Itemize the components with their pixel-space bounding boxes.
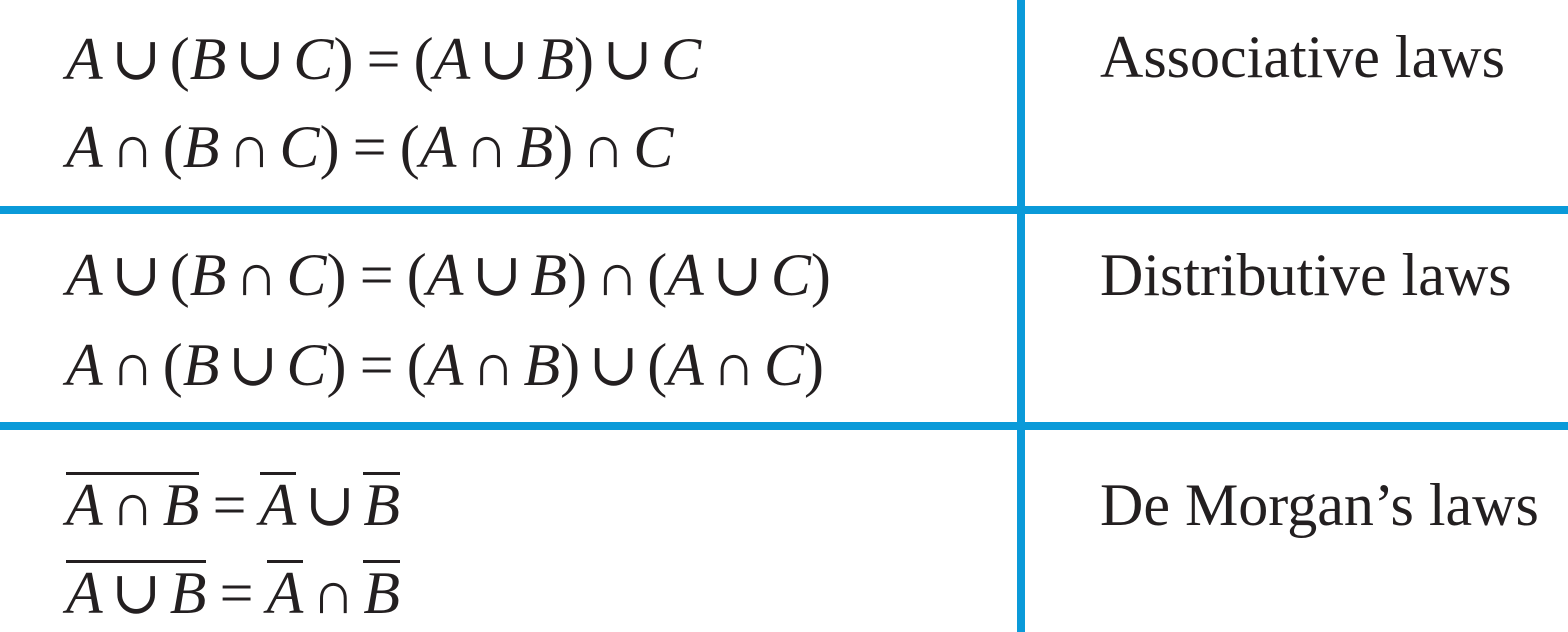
intersection-operator: ∩ [111,114,155,180]
close-paren: ) [567,242,588,308]
union-operator: ∪ [712,242,763,308]
complement-overline [363,472,401,538]
set-symbol: A [667,242,704,308]
set-symbol: B [162,472,200,538]
distributive-intersection-formula [66,330,824,400]
set-symbol: A [259,472,297,538]
set-symbol: C [293,26,334,92]
intersection-operator: ∩ [234,242,279,308]
associative-laws-label: Associative laws [1100,24,1505,90]
intersection-operator: ∩ [111,332,155,398]
intersection-operator: ∩ [111,472,155,538]
close-paren: ) [326,332,347,398]
set-symbol: C [763,332,804,398]
set-symbol: A [66,472,103,538]
set-symbol: A [66,26,103,92]
distributive-union-formula [66,240,831,310]
union-operator: ∪ [111,26,162,92]
set-symbol: A [433,26,471,92]
equals-sign: = [352,114,387,180]
union-operator: ∪ [471,242,523,308]
close-paren: ) [560,332,581,398]
set-symbol: C [286,332,327,398]
complement-overline [363,560,401,626]
complement-overline [259,472,297,538]
set-symbol: A [66,560,103,626]
close-paren: ) [333,26,354,92]
set-symbol: B [189,26,227,92]
union-operator: ∪ [111,560,162,626]
close-paren: ) [810,242,831,308]
set-symbol: A [667,332,704,398]
equals-sign: = [219,560,254,626]
set-symbol: A [66,242,103,308]
equals-sign: = [366,26,401,92]
set-symbol: A [66,114,103,180]
complement-overline [66,560,207,626]
set-symbol: B [363,472,401,538]
set-symbol: C [286,242,327,308]
intersection-operator: ∩ [311,560,355,626]
set-symbol: A [266,560,304,626]
union-operator: ∪ [111,242,162,308]
de-morgans-laws-label: De Morgan’s laws [1100,472,1539,538]
intersection-operator: ∩ [581,114,625,180]
set-symbol: C [633,114,674,180]
intersection-operator: ∩ [712,332,756,398]
set-symbol: B [182,332,220,398]
row-divider-1 [0,206,1568,214]
set-symbol: B [523,332,561,398]
set-symbol: C [661,26,702,92]
set-symbol: B [530,242,568,308]
de-morgan-intersection-formula [66,470,400,540]
set-symbol: A [419,114,457,180]
open-paren: ( [399,114,420,180]
set-symbol: B [516,114,554,180]
set-symbol: B [169,560,207,626]
associative-intersection-formula [66,112,673,182]
de-morgan-union-formula [66,558,400,628]
set-symbol: B [363,560,401,626]
union-operator: ∪ [588,332,639,398]
open-paren: ( [162,114,183,180]
open-paren: ( [647,332,668,398]
open-paren: ( [169,26,190,92]
associative-union-formula [66,24,701,94]
close-paren: ) [803,332,824,398]
intersection-operator: ∩ [471,332,516,398]
set-symbol: C [279,114,320,180]
set-symbol: B [182,114,220,180]
intersection-operator: ∩ [227,114,272,180]
close-paren: ) [574,26,594,92]
intersection-operator: ∩ [595,242,639,308]
close-paren: ) [326,242,347,308]
row-divider-2 [0,422,1568,430]
complement-overline [266,560,304,626]
union-operator: ∪ [227,332,279,398]
close-paren: ) [553,114,574,180]
open-paren: ( [647,242,668,308]
open-paren: ( [406,332,427,398]
open-paren: ( [169,242,190,308]
complement-overline [66,472,200,538]
set-symbol: B [189,242,227,308]
intersection-operator: ∩ [464,114,509,180]
equals-sign: = [359,242,394,308]
set-symbol: A [66,332,103,398]
open-paren: ( [162,332,183,398]
set-symbol: B [537,26,575,92]
set-symbol: A [426,332,464,398]
union-operator: ∪ [304,472,355,538]
distributive-laws-label: Distributive laws [1100,242,1512,308]
set-symbol: A [426,242,464,308]
union-operator: ∪ [478,26,529,92]
open-paren: ( [406,242,427,308]
equals-sign: = [359,332,394,398]
open-paren: ( [413,26,434,92]
union-operator: ∪ [234,26,286,92]
equals-sign: = [212,472,247,538]
close-paren: ) [319,114,340,180]
column-divider [1017,0,1025,632]
set-symbol: C [770,242,811,308]
union-operator: ∪ [602,26,653,92]
